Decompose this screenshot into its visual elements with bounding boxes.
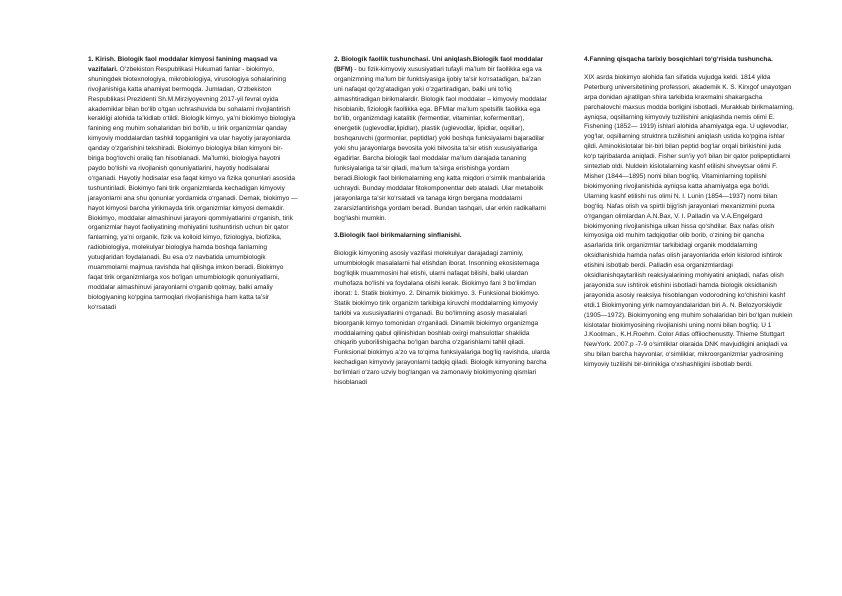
text-column-2 [334, 55, 550, 388]
section-1-paragraph [88, 55, 298, 313]
section-4-heading-para [584, 55, 794, 65]
section-4-body: XIX asrda biokimyo alohida fan sifatida vujudga keldi. 1814 yilda Peterburg universitetining professori, akademik K. S. Kirxgof unayotgan arpa donidan ajratilgan shira tarkibida kraxmalni shakargacha parchalovchi maxsus modda borligini isbotladi. Murakkab birikmalarning, ayniqsa, oqsillarning kimyoviy tuzilishini aniqlashda nemis olimi E. Fishening (1852— 1919) ishlari alohida ahamiyatga ega. U uglevodlar, yog‘lar, oqsillarning struktnra tuzilishini aniqlash ustida ko‘pgina ishlar qildi. Aminokislotalar bir-biri bilan peptid bog‘lar orqali birikishini juda ko‘p tajribalarda aniqladi. Fisher sun’iy yo‘l bilan bir qator polipeptidlarni sintezlab oldi. Nuldein kislotalarning kashf etilishi shveytsar olimi F. Misher (1844—1895) nomi bilan bog‘liq. Vitaminlarning topilishi biokimyoning rivojlanishida ayniqsa katta ahamiyatga ega bo‘ldi. Ularning kashf etilishi rus olimi N. I. Lunin (1854—1937) nomi bilan bog‘liq. Nafas olish va spirtli bijg‘ish jarayonlari mexanizmini puxta o‘rgangan olimlardan A.N.Bax, V. I. Palladin va V.A.Engelgard biokimyoning rivojlanishiga ulkan hissa qo‘shdilar. Bax nafas olish kimyosiga oid muhim tadqiqotlar olib borib, o‘zining bir qancha asarlarida tirik organizmlar tarkibidagi organik moddalarning oksidlanishida hamda nafas olish jarayonlarida erkin kislorod ishtirok etishini isbotlab berdi. Palladin esa organizmlardagi oksidlanishqaytarilish reaksiyalarining mohiyatini aniqladi, nafas olish jarayonida suv ishtirok etishini isbotladi hamda biologik oksidlanish jarayonida asosiy reaksiya hisoblangan vodorodning ko‘chishini kashf etdi.1 Biokimyoning yirik namoyandalaridan biri A. N. Belozyorskiydir (1905—1972). Biokimyoning eng muhim sohalaridan biri bo‘lgan nuklein kislotalar biokimyosining rivojlanishi uning norni bilan bog‘liq. U 1 J.Koolman., K.H.Roehm. Color Atlas offiiochenustty. Thieme Stuttgart NewYork. 2007.p -7-9 o‘simliklar olaraida DNK mavjudligini aniqladi va shu bilan barcha hayvonlar, o‘simliklar, mikroorganizmlar yadrosining kimyoviy tuzilishi bir-birinikiga o‘xshashligini isbotlab berdi. [584, 73, 794, 369]
section-2-paragraph [334, 55, 550, 223]
section-2-heading: 2. Biologik faollik tushunchasi. Uni aniqlash.Biologik faol moddalar (BFM) [334, 56, 544, 73]
section-1-body: O‘zbekiston Respublikasi Hukumati fanlar - biokimyo, shuningdek biotexnologiya, mikrobiologiya, virusologiya sohalarining rivojlanishiga katta ahamiyat bermoqda. Jumladan, O‘zbekiston Respublikasi Prezidenti Sh.M.Mirziyoyevning 2017-yil fevral oyida akademiklar bilan bo‘lib o‘tgan uchrashuvida bu sohalarni rivojlantirish kerakligi alohida ta’kidlab o‘tildi. Biologik kimyo, ya’ni biokimyo biologiya fanining eng muhim sohalaridan biri bo‘lib, u tirik organizmlar qanday kimyoviy moddalardan tashkil topganligini va ular hayotiy jarayonlarda qanday o‘zgarishini tekshiradi. Biokimyo biologiya bilan kimyoni bir-biriga bog‘lovchi oraliq fan hisoblanadi. Ma’lumki, biologiya hayotni paydo bo‘lishi va rivojlanish qonuniyatlarini, hayotiy hodisalarai o‘rganadi. Hayotiy hodisalar esa faqat kimyo va fizika qonunlari asosida tushuntiriladi. Biokimyo fani tirik organizmlarda kechadigan kimyoviy jarayonlarni ana shu qonunlar yordamida o‘rganadi. Demak, biokimyo — hayot kimyosi barcha yirikmayda tirik organizmlar kimyosi demakdir. Biokimyo, moddalar almashinuvi jarayoni qommiyatlarini o‘rganish, tirik organizmlar hayot faoliyatining mohiyatini tushuntirish uchun bir qator fanlarning, ya’ni organik, fizik va kolloid kimyo, fiziologiya, biofizika, radiobiologiya, molekulyar biologiya hamda boshqa fanlarning yutuqlaridan foydalanadi. Bu esa o‘z navbatida umumbiologik muammolarni majmua ravishda hal qilishga imkon beradi. Biokimyo faqat tirik organizmlarga xos bo‘lgan umumbiologik qonuniyatlarni, moddalar almashinuvi jarayonlarni o‘rganib qolmay, balki amaliy biologiyaning ko‘pgina tarmoqlari rivojlanishiga ham katta ta’sir ko‘rsatadi [88, 65, 298, 311]
text-column-1 [88, 55, 298, 313]
section-3-heading-para [334, 231, 550, 241]
section-3-body: Biologik kimyoning asosiy vazifasi molekulyar darajadagi zaminiy, umumbiologik masalalarni hal etishdan iborat. Insonning ekosistemaga bog‘liqlik muammosini hal etishi, ularni nafaqat bilishi, balki ulardan muhofaza bo‘lishi va foydalana olishi kerak. Biokimyo fani 3 bo‘limdan iborat: 1. Statik biokimyo. 2. Dinamik biokimyo. 3. Funksional biokimyo. Statik biokimyo tirik organizm tarkibiga kiruvchi moddalarning kimyoviy tarkibi va xususiyatlarini o‘rganadi. Bu bo‘limning asosiy masalalari bioorganik kimyo tomonidan o‘rganiladi. Dinamik biokimyo organizmga moddalarning qabul qilinishidan boshlab oxirgi mahsulotlar shaklida chiqarib yuborilishigacha bo‘lgan barcha o‘zgarishlarni tahlil qiladi. Funksional biokimyo a’zo va to‘qima funksiyalariga bog‘liq ravishda, ularda kechadigan kimyoviy jarayonlarni tadqiq qiladi. Biologik kimyoning barcha bo‘limlari o‘zaro uzviy bog‘langan va zamonaviy biokimyoning qismlari hisoblanadi [334, 250, 550, 387]
section-1-heading: 1. Kirish. Biologik faol moddalar kimyosi fanining maqsad va vazifalari. [88, 56, 278, 73]
text-column-3 [584, 55, 794, 370]
section-3-heading: 3.Biologik faol birikmalarning sinflanishi. [334, 232, 462, 240]
section-2-body: - bu fizik-kimyoviy xususiyatlari tufayli ma’lum bir faollikka ega va organizmning ma’lum bir funktsiyasiga ijobiy ta’sir ko‘rsatadigan, ba’zan uni nafaqat qo‘zg‘atadigan yoki o‘zgartiradigan, balki uni to‘liq almashtiradigan birikmalardir. Biologik faol moddalar – kimyoviy moddalar hisoblanib, fiziologik faollikka ega. BFMlar ma’lum spetsifik faolikka ega bo‘lib, organizmdagi katalitik (fermentlar, vitaminlar, kofermentlar), energetik (uglevodlar,lipidlar), plastik (uglevodlar, lipidlar, oqsillar), boshqaruvchi (gormonlar, peptidlar) yoki boshqa funksiyalarni bajaradilar yoki shu jarayonlarga bevosita yoki bilvosita ta’sir etish xususiyatlariga egadirlar. Barcha biologik faol moddalar ma’lum darajada tananing funksiyalariga ta’sir qiladi, ma’lum ta’sirga erishishga yordam beradi.Biologik faol birikmalarning eng katta miqdori o‘simlik manbalarida uchraydi. Bunday moddalar fitokomponentlar deb ataladi. Ular metabolik jarayonlarga ta’sir ko‘rsatadi va tanaga kirgn bergana moddalarni zararsizlantirishga yordam beradi. Bundan tashqari, ular erkin radikallarni bog‘lashi mumkin. [334, 65, 547, 222]
section-4-heading: 4.Fanning qisqacha tarixiy bosqichlari to‘g‘risida tushuncha. [584, 56, 773, 63]
